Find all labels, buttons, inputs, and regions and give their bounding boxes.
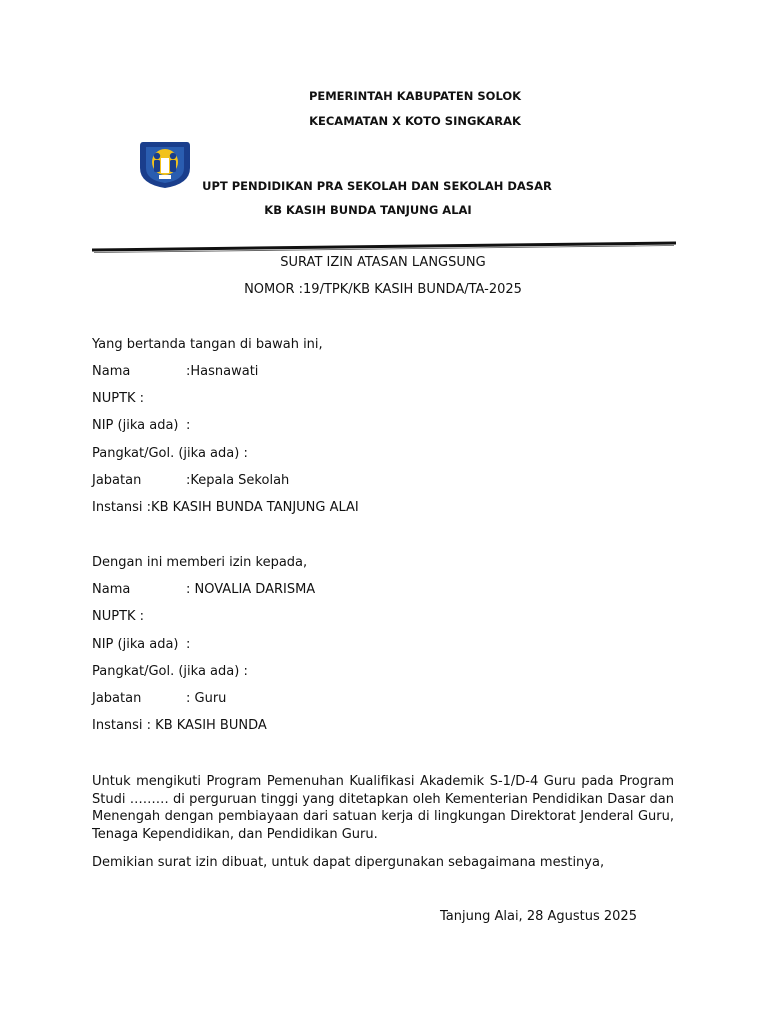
section1-jabatan-value: :Kepala Sekolah (186, 473, 290, 488)
section2-jabatan-value: : Guru (186, 691, 227, 706)
letter-number: NOMOR :19/TPK/KB KASIH BUNDA/TA-2025 (244, 282, 522, 297)
section2-jabatan-label: Jabatan (92, 691, 142, 706)
header-divider (92, 238, 676, 256)
section1-jabatan-label: Jabatan (92, 473, 142, 488)
header-school: KB KASIH BUNDA TANJUNG ALAI (264, 203, 472, 217)
section1-nuptk: NUPTK : (92, 391, 145, 406)
section1-nip-value: : (186, 418, 191, 433)
section1-nama-value: :Hasnawati (186, 364, 259, 379)
letter-title: SURAT IZIN ATASAN LANGSUNG (280, 255, 486, 270)
section2-intro: Dengan ini memberi izin kepada, (92, 555, 308, 570)
section2-nama-label: Nama (92, 582, 131, 597)
section2-pangkat: Pangkat/Gol. (jika ada) : (92, 664, 248, 679)
section2-nip-label: NIP (jika ada) (92, 637, 179, 652)
section2-nama-value: : NOVALIA DARISMA (186, 582, 316, 597)
header-government: PEMERINTAH KABUPATEN SOLOK (308, 89, 522, 103)
header-unit: UPT PENDIDIKAN PRA SEKOLAH DAN SEKOLAH DASAR (202, 179, 552, 193)
body-paragraph-closing: Demikian surat izin dibuat, untuk dapat dipergunakan sebagaimana mestinya, (92, 855, 605, 870)
section2-nuptk: NUPTK : (92, 609, 145, 624)
section1-intro: Yang bertanda tangan di bawah ini, (92, 337, 323, 352)
section1-nip-label: NIP (jika ada) (92, 418, 179, 433)
section2-instansi: Instansi : KB KASIH BUNDA (92, 718, 267, 733)
section1-nama-label: Nama (92, 364, 131, 379)
section1-instansi: Instansi :KB KASIH BUNDA TANJUNG ALAI (92, 500, 359, 515)
section2-nip-value: : (186, 637, 191, 652)
header-district: KECAMATAN X KOTO SINGKARAK (309, 114, 521, 128)
section1-pangkat: Pangkat/Gol. (jika ada) : (92, 446, 248, 461)
body-paragraph-purpose: Untuk mengikuti Program Pemenuhan Kualifikasi Akademik S-1/D-4 Guru pada Program Studi ……… di perguruan tinggi yang ditetapkan oleh Kementerian Pendidikan Dasar dan Menengah dengan pembiayaan dari satuan kerja di lingkungan Direktorat Jenderal Guru, Tenaga Kependidikan, dan Pendidikan Guru. (92, 774, 674, 842)
signature-place-date: Tanjung Alai, 28 Agustus 2025 (440, 909, 637, 924)
